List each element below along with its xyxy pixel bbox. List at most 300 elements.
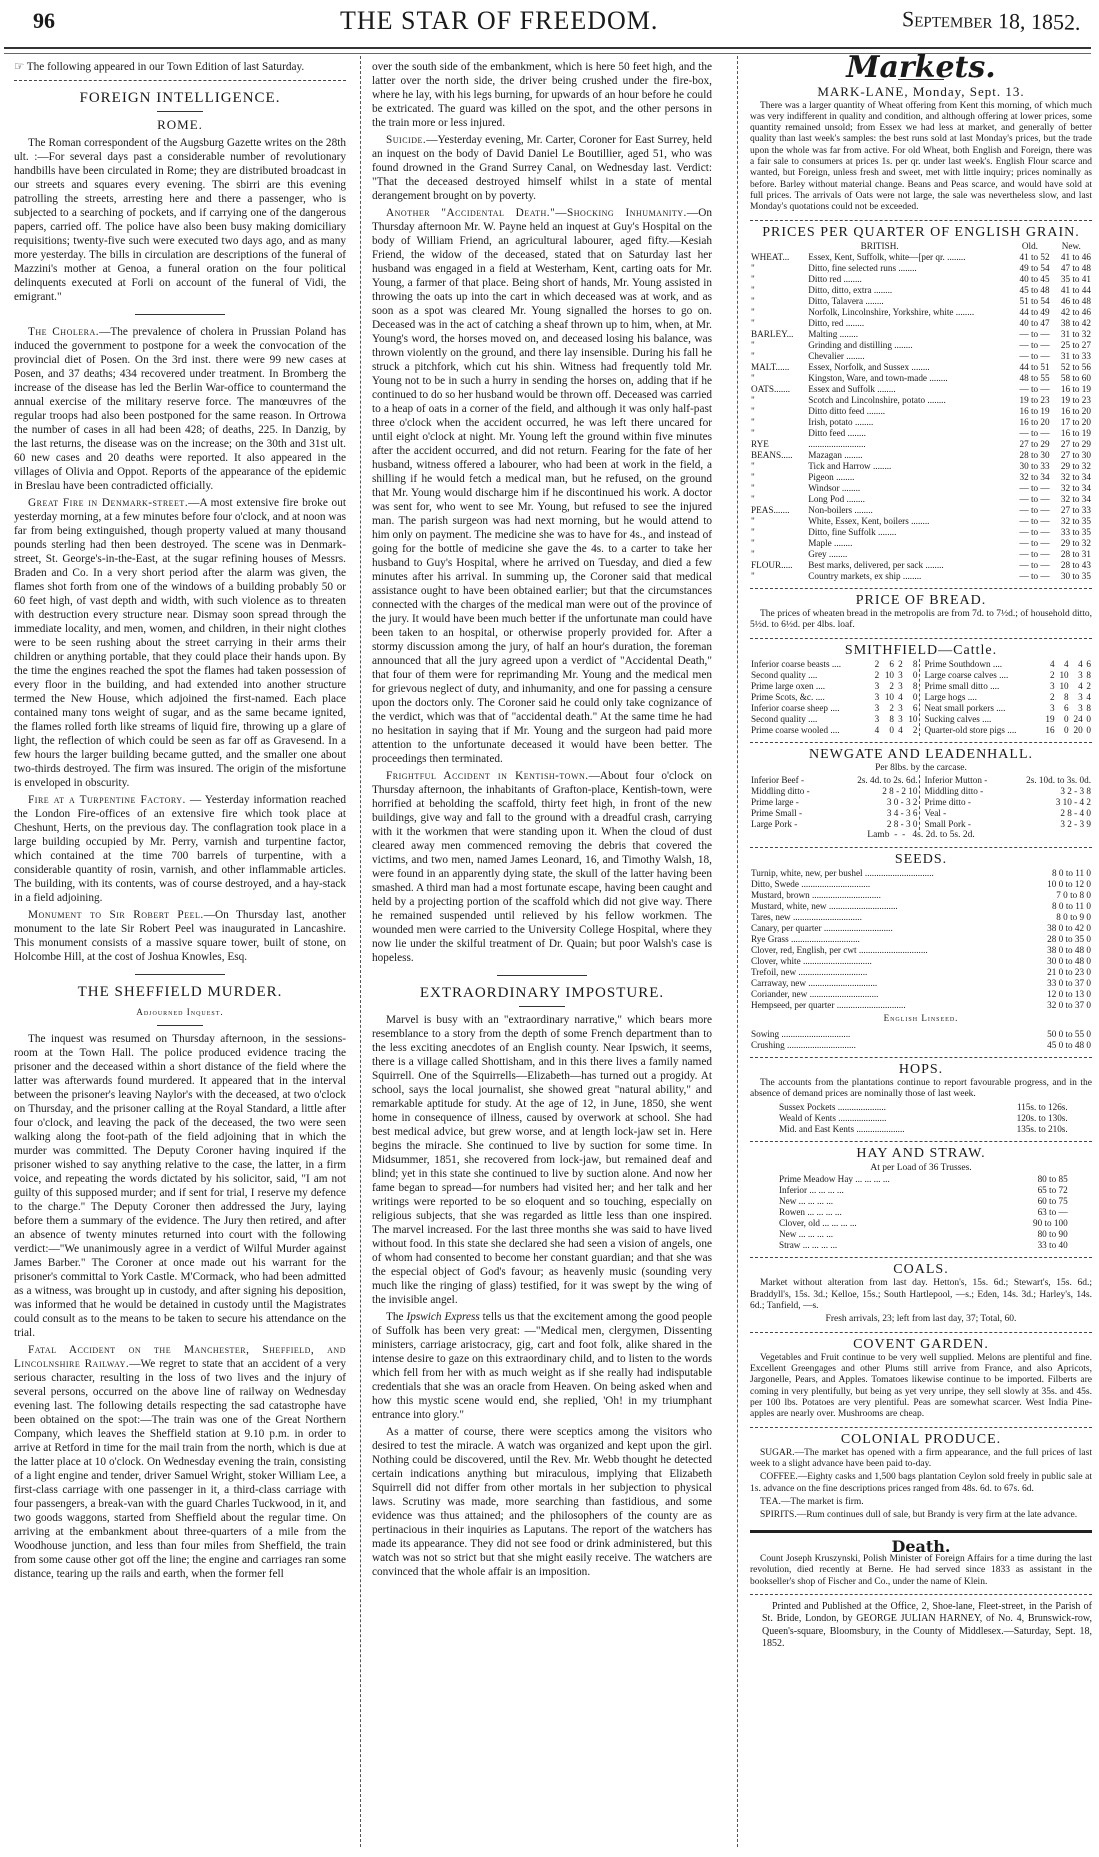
cattle-price: 3 [898, 681, 903, 692]
divider [750, 1257, 1092, 1258]
hops-item: Sussex Pockets ..................... [779, 1102, 886, 1113]
divider [750, 847, 1092, 848]
article-imposture-p1: Marvel is busy with an "extraordinary narrative," which bears more resemblance to a story from the depth of some French department than to the less exciting anecdotes of an English county. Near Ipswich, it seems, there is a village called Shottisham, and in this there lives a family named Squirrell. One of the Squirrells—Elizabeth—has turned out a progidy. At school, says the local journalist, she showed great "natural ability," and remarkable aptitude for study. At the age of 12, in June, 1850, she went home in consequence of illness, caused by overwork at school. She had best medical advice, but grew worse, and at length lock-jaw set in. Here begins the miracle. She continued to live by suction for some time. In Midsummer, 1851, she recovered from lock-jaw, but remained deaf and blind; yet in this state she continued to live by suction alone. And now her fame began to spread—for numbers had visited her; and her talk and her writings were reported to be so eloquent and so touching, especially on religious subjects, that she was regarded as little less than one inspired. The marvel increased. For the last three months she was said to have lived without food. In this state she declared she had seen a vision of angels, one of whom had consented to become her constant guardian; and that she was the especial object of God's favour; as heavenly music (sounding very much like the ringing of glass) testified, for it was swept by the wing of the invisible angel. [372, 1014, 712, 1306]
cattle-price: 3 [1078, 670, 1083, 681]
cattle-price-row [750, 681, 919, 692]
seed-item: Mustard, white, new .............................. [751, 901, 898, 912]
cattle-item: Prime small ditto .... [924, 681, 1000, 692]
hops-table [778, 1102, 1069, 1135]
grain-old-price: — to — [1019, 570, 1050, 581]
cattle-price: 6 [1064, 703, 1069, 714]
article-suicide: Suicide.—Yesterday evening, Mr. Carter, Coroner for East Surrey, held an inquest on the body of David Daniel Le Boutillier, aged 51, who was found drowned in the Grand Surrey Canal, on Wednesday last. Verdict: "That the deceased destroyed himself whilst in a state of mental derangement brought on by poverty. [372, 134, 712, 202]
article-rome: The Roman correspondent of the Augsburg Gazette writes on the 28th ult. :—For several days past a considerable number of revolutionary handbills have been circulated in Rome; they are distributed broadcast in our streets and squares every evening. The sbirri are this evening patrolling the streets, arresting here and there a passenger, who is subjected to a searching of pockets, and if carrying one of the dangerous papers, carried off. The police have also been busy making domiciliary requisitions; twenty-five such were executed two days ago, and as many more yesterday. The bills in circulation are descriptions of the funeral of Mazzini's mother at Genoa, a funeral oration on the four political delinquents executed at Forli on account of the funeral of Vidi, the emigrant." [14, 137, 346, 303]
seed-price: 10 0 to 12 0 [1047, 879, 1091, 890]
bread-prices: The prices of wheaten bread in the metropolis are from 7d. to 7½d.; of household ditto, 5½d. to 6½d. per 4lbs. loaf. [750, 609, 1092, 631]
grain-old-price: — to — [1019, 383, 1050, 394]
grain-old-price: 28 to 30 [1019, 449, 1050, 460]
grain-new-price: 27 to 33 [1060, 504, 1091, 515]
divider [750, 742, 1092, 743]
grain-old-price: 19 to 23 [1019, 394, 1050, 405]
cattle-item: Prime coarse wooled .... [751, 725, 840, 736]
grain-old-price: — to — [1019, 482, 1050, 493]
divider [750, 1141, 1092, 1142]
grain-kind: " [751, 372, 755, 383]
cattle-price: 3 [874, 681, 880, 692]
grain-kind: " [751, 515, 755, 526]
grain-description: Country markets, ex ship ........ [808, 570, 922, 581]
meat-price-row [750, 797, 919, 808]
meat-item: Middling ditto - [751, 785, 810, 796]
meat-price-row [924, 775, 1093, 786]
colonial-produce-item [750, 1472, 1092, 1495]
cattle-item: Prime large oxen .... [751, 681, 826, 692]
hay-price: 33 to 40 [1037, 1240, 1068, 1251]
grain-row [750, 384, 1092, 395]
grain-description: Ditto feed ........ [808, 427, 866, 438]
grain-row [750, 538, 1092, 549]
hay-price: 65 to 72 [1037, 1185, 1068, 1196]
heading-newgate-leadenhall: NEWGATE AND LEADENHALL. [808, 747, 1034, 763]
grain-row [750, 351, 1092, 362]
cattle-price: 4 [1078, 659, 1083, 670]
seed-price-row [750, 890, 1092, 901]
hay-price-row [778, 1174, 1069, 1185]
cattle-price: 0 [1086, 725, 1091, 736]
heading-grain-prices: PRICES PER QUARTER OF ENGLISH GRAIN. [762, 224, 1080, 240]
colonial-produce-item [750, 1497, 1092, 1508]
grain-old-price: 49 to 54 [1019, 262, 1050, 273]
meat-price: 2 8 - 2 10 [882, 785, 918, 796]
grain-new-price: 29 to 32 [1060, 460, 1091, 471]
seed-price-row [750, 912, 1092, 923]
grain-row [750, 516, 1092, 527]
hay-price: 63 to — [1037, 1207, 1068, 1218]
grain-new-price: 31 to 32 [1060, 328, 1091, 339]
seed-item: Tares, new .............................. [751, 912, 862, 923]
grain-row [750, 373, 1092, 384]
divider [750, 638, 1092, 639]
grain-description: Malting ........ [808, 328, 859, 339]
grain-kind: " [751, 416, 755, 427]
heading-extraordinary-imposture: EXTRAORDINARY IMPOSTURE. [419, 985, 665, 1001]
heading-seeds: SEEDS. [894, 851, 948, 867]
meat-price: 3 4 - 3 6 [886, 807, 918, 818]
meat-price: 2 8 - 3 0 [886, 818, 918, 829]
heading-hay-straw: HAY AND STRAW. [856, 1146, 986, 1162]
cattle-price: 2 [889, 703, 895, 714]
heading-colonial-produce: COLONIAL PRODUCE. [840, 1431, 1002, 1447]
meat-price-row [750, 786, 919, 797]
cattle-price-row [750, 692, 919, 703]
meat-item: Small Pork - [924, 818, 971, 829]
column-3-markets [750, 50, 1092, 1857]
seed-price: 12 0 to 13 0 [1047, 989, 1091, 1000]
grain-old-price: 30 to 33 [1019, 460, 1050, 471]
grain-row [750, 494, 1092, 505]
grain-row [750, 527, 1092, 538]
lamb-price-row: Lamb - - 4s. 2d. to 5s. 2d. [867, 829, 975, 840]
hops-price-row [778, 1124, 1069, 1135]
hay-price: 80 to 85 [1037, 1174, 1068, 1185]
cattle-price-row [924, 659, 1093, 670]
grain-description: Ditto, red ........ [808, 317, 865, 328]
divider [750, 220, 1092, 221]
grain-new-price: 16 to 20 [1060, 405, 1091, 416]
cattle-price: 3 [1049, 681, 1055, 692]
grain-row [750, 571, 1092, 582]
smithfield-table [750, 659, 1092, 736]
cattle-price: 2 [898, 659, 903, 670]
grain-kind: BEANS..... [751, 449, 793, 460]
cattle-price: 3 [874, 714, 880, 725]
linseed-item: Crushing .............................. [751, 1039, 856, 1050]
linseed-price-row [750, 1040, 1092, 1051]
hay-price: 60 to 75 [1037, 1196, 1068, 1207]
hops-report: The accounts from the plantations continue to report favourable progress, and in the absence of demand prices are nominally those of last week. [750, 1077, 1092, 1100]
grain-old-price: — to — [1019, 515, 1050, 526]
grain-kind: " [751, 405, 755, 416]
grain-description: Maple ........ [808, 537, 853, 548]
cattle-price: 2 [889, 681, 895, 692]
grain-description: Grey ........ [808, 548, 848, 559]
cattle-item: Prime Scots, &c. .... [751, 692, 825, 703]
cattle-price-row [924, 692, 1093, 703]
commodity-report: —Rum continues dull of sale, but Brandy is very firm at the late advance. [796, 1510, 1078, 1521]
commodity-name: TEA. [760, 1497, 781, 1508]
meat-price: 2s. 4d. to 2s. 6d. [857, 774, 918, 785]
meat-item: Large Pork - [751, 818, 798, 829]
cattle-price: 6 [889, 659, 895, 670]
grain-new-price: 28 to 31 [1060, 548, 1091, 559]
hops-item: Weald of Kents ..................... [779, 1113, 887, 1124]
seed-price: 21 0 to 23 0 [1047, 967, 1091, 978]
grain-new-price: 27 to 30 [1060, 449, 1091, 460]
cattle-price: 16 [1045, 725, 1055, 736]
cattle-item: Second quality .... [751, 714, 818, 725]
grain-new-price: 19 to 23 [1060, 394, 1091, 405]
hops-price: 120s. to 130s. [1016, 1113, 1068, 1124]
grain-old-price: 41 to 52 [1019, 251, 1050, 262]
hay-subheading: At per Load of 36 Trusses. [870, 1162, 972, 1173]
article-sheffield-murder: The inquest was resumed on Thursday afternoon, in the sessions-room at the Town Hall. The police produced evidence tracing the prisoner and the deceased within a short distance of the field where the latter was afterwards found murdered. It appeared that in the interval between the prisoner's leaving Naylor's with the deceased, at two o'clock on Thursday, and the prisoner calling at the Royal Standard, a little after four o'clock, and leaving the pack of the deceased, the two were seen walking along the foot-path of the field adjoining that in which the murder was committed. The Deputy Coroner having inquired if the prisoner wished to say anything relative to the case, the latter, in a firm voice, and repeating the words dictated by his solicitor, said, "I am not guilty of this supposed murder; and if sent for trial, I reserve my defence to the charge." The Deputy Coroner then addressed the Jury, laying before them a summary of the evidence. The Jury then retired, and after an absence of twenty minutes returned into court with the following verdict:—"We unanimously agree in a verdict of Wilful Murder against James Barber." The Coroner at once made out his warrant for the prisoner's committal to York Castle. M'Cormack, who had been admitted as a witness, was brought up in custody, and after signing his deposition, was informed that he would be detained in custody until the Magistrates could consult as to the means to be taken to secure his attendance on the trial. [14, 1033, 346, 1339]
grain-old-price: — to — [1019, 548, 1050, 559]
cattle-price-row [750, 659, 919, 670]
grain-kind: " [751, 306, 755, 317]
grain-description: Irish, potato ........ [808, 416, 874, 427]
colonial-produce-item [750, 1510, 1092, 1521]
grain-new-price: 33 to 35 [1060, 526, 1091, 537]
hay-price-row [778, 1207, 1069, 1218]
grain-row [750, 472, 1092, 483]
grain-description: Ditto, Talavera ........ [808, 295, 884, 306]
divider [135, 974, 225, 975]
grain-row [750, 395, 1092, 406]
seed-price-row [750, 923, 1092, 934]
cattle-price: 6 [1086, 659, 1091, 670]
grain-new-price: 32 to 34 [1060, 482, 1091, 493]
grain-old-price: — to — [1019, 559, 1050, 570]
article-railway-accident: Fatal Accident on the Manchester, Sheffield, and Lincolnshire Railway.—We regret to state that an accident of a very serious character, resulting in the loss of two lives and the injury of several persons, occurred on the above line of railway on Wednesday evening last. The following details respecting the sad catastrophe have been obtained on the spot:—The train was one of the Great Northern Company, which leaves the Sheffield station at 9.10 p.m. in order to arrive at Retford in time for the mail train from the north, which is due at the latter place at 10 o'clock. On Wednesday evening the train, consisting of a light engine and tender, driver Samuel Wright, stoker William Lee, a first-class carriage with one passenger in it, a third-class carriage with four passengers, a break-van with the guard Charles Tuckwood, in it, and two goods waggons, started from Sheffield about the regular time. On arriving at the embankment about three-quarters of a mile from the Woodhouse junction, and less than four miles from Sheffield, the train from some cause other got off the line; the engine and carriages ran some distance, tearing up the rails and earth, when the former fell [14, 1344, 346, 1580]
meat-item: Prime ditto - [924, 796, 971, 807]
cattle-price: 0 [1064, 714, 1069, 725]
cattle-price: 8 [1064, 692, 1069, 703]
seed-item: Hempseed, per quarter .............................. [751, 1000, 906, 1011]
cattle-price: 2 [874, 670, 880, 681]
meat-price-row [924, 819, 1093, 830]
cattle-price: 4 [874, 725, 880, 736]
seed-price: 8 0 to 11 0 [1052, 868, 1091, 879]
heading-sheffield-murder: THE SHEFFIELD MURDER. [77, 984, 283, 1000]
cattle-price: 10 [884, 692, 895, 703]
meat-price: 3 10 - 4 2 [1055, 796, 1091, 807]
divider [750, 1594, 1092, 1595]
grain-old-price: — to — [1019, 493, 1050, 504]
grain-row [750, 329, 1092, 340]
grain-new-price: 28 to 43 [1060, 559, 1091, 570]
seed-item: Clover, red, English, per cwt .............................. [751, 945, 928, 956]
grain-new-price: 32 to 34 [1060, 471, 1091, 482]
masthead-rule [4, 47, 1091, 49]
cattle-item: Second quality .... [751, 670, 818, 681]
grain-row [750, 560, 1092, 571]
cattle-price: 8 [889, 714, 895, 725]
seed-item: Ditto, Swede .............................. [751, 879, 871, 890]
cattle-price: 2 [874, 659, 880, 670]
cattle-price: 3 [874, 692, 880, 703]
grain-description: Ditto ditto feed ........ [808, 405, 886, 416]
hay-item: Inferior ... ... ... ... [779, 1185, 844, 1196]
grain-kind: " [751, 295, 755, 306]
commodity-report: —The market has opened with a firm appearance, and the full prices of last week to a slight advance have been paid to-day. [750, 1447, 1092, 1470]
grain-new-price: 41 to 46 [1060, 251, 1091, 262]
cattle-price: 3 [1078, 703, 1083, 714]
cattle-price: 0 [889, 725, 895, 736]
cattle-price: 3 [874, 703, 880, 714]
meat-price: 2s. 10d. to 3s. 0d. [1026, 774, 1091, 785]
grain-description: Ditto, fine Suffolk ........ [808, 526, 897, 537]
divider [135, 314, 225, 315]
meat-item: Middling ditto - [924, 785, 984, 796]
coals-report: Market without alteration from last day. Hetton's, 15s. 6d.; Stewart's, 15s. 6d.; Braddyll's, 15s. 3d.; Kelloe, 15s.; South Hartlepool, —s.; Eden, 14s. 3d.; Harley's, 14s. 6d.; Tanfield, —s. [750, 1278, 1092, 1311]
grain-kind: " [751, 526, 755, 537]
seed-item: Rye Grass .............................. [751, 934, 860, 945]
grain-old-price: 32 to 34 [1019, 471, 1050, 482]
grain-old-price: — to — [1019, 350, 1050, 361]
grain-new-price: 42 to 46 [1060, 306, 1091, 317]
grain-kind: " [751, 273, 755, 284]
grain-kind: FLOUR..... [751, 559, 793, 570]
printer-imprint: Printed and Published at the Office, 2, Shoe-lane, Fleet-street, in the Parish of St. Bride, London, by GEORGE JULIAN HARNEY, of No. 4, Brunswick-row, Queen's-square, Bloomsbury, in the County of Middlesex.—Saturday, Sept. 18, 1852. [762, 1600, 1092, 1650]
grain-kind: " [751, 427, 755, 438]
cattle-price-row [750, 725, 919, 736]
grain-old-price: 44 to 51 [1019, 361, 1050, 372]
grain-kind: " [751, 471, 755, 482]
hay-price-row [778, 1185, 1069, 1196]
hay-table [778, 1174, 1069, 1251]
divider [497, 975, 587, 976]
cattle-price-row [924, 725, 1093, 736]
cattle-item: Quarter-old store pigs .... [924, 725, 1017, 736]
grain-row [750, 362, 1092, 373]
grain-old-price: 16 to 19 [1019, 405, 1050, 416]
meat-price: 3 2 - 3 9 [1060, 818, 1091, 829]
cattle-price: 4 [898, 692, 903, 703]
grain-row [750, 307, 1092, 318]
grain-new-price: 16 to 19 [1060, 383, 1091, 394]
seed-price: 8 0 to 11 0 [1052, 901, 1091, 912]
hay-item: Clover, old ... ... ... ... [779, 1218, 857, 1229]
seed-price-row [750, 945, 1092, 956]
hops-price: 115s. to 126s. [1016, 1102, 1068, 1113]
seed-item: Mustard, brown .............................. [751, 890, 881, 901]
article-fire-denmark-street: Great Fire in Denmark-street.—A most extensive fire broke out yesterday morning, at a few minutes before four o'clock, and at noon was far from being extinguished, though property valued at many thousand pounds sterling had then been destroyed. The scene was in Denmark-street, St. George's-in-the-East, at the sugar refining houses of Messrs. Braden and Co. In a very short period after the alarm was given, the flames shot forth from one of the windows of a building probably 50 or 60 feet high, of vast depth and width, with such violence as to threaten with destruction every structure near. Dismay soon spread through the immediate locality, and men, women, and children, in their night clothes were to be seen rushing about the street carrying in their arms their children or anything portable, that they could place their hands upon. By the time the engines reached the spot the flames had taken possession of every floor in the building, and had extended into another structure termed the New House, which adjoined the first-named. Each place contained many tons weight of sugar, and as the same became ignited, the flames rolled forth like streams of liquid fire, throwing up a glare of light, the reflection of which could be seen as far off as Gravesend. In a few hours the larger building became gutted, and the smaller one about two-thirds destroyed. The firm was insured. The origin of the misfortune is enveloped in obscurity. [14, 497, 346, 789]
seed-price: 33 0 to 37 0 [1047, 978, 1091, 989]
grain-kind: " [751, 460, 755, 471]
cattle-price-row [924, 670, 1093, 681]
grain-row [750, 285, 1092, 296]
meat-price-row [924, 797, 1093, 808]
grain-new-price: 46 to 48 [1060, 295, 1091, 306]
grain-new-price: 32 to 35 [1060, 515, 1091, 526]
grain-description: Kingston, Ware, and town-made ........ [808, 372, 948, 383]
seed-price-row [750, 868, 1092, 879]
divider [14, 80, 346, 81]
seed-price-row [750, 978, 1092, 989]
meat-item: Inferior Mutton - [924, 774, 988, 785]
grain-description: Scotch and Lincolnshire, potato ........ [808, 394, 946, 405]
grain-description: Essex and Suffolk ........ [808, 383, 896, 394]
cattle-item: Prime Southdown .... [924, 659, 1003, 670]
grain-description: Non-boilers ........ [808, 504, 873, 515]
grain-old-price: — to — [1019, 427, 1050, 438]
grain-new-price: 35 to 41 [1060, 273, 1091, 284]
commodity-report: —Eighty casks and 1,500 bags plantation Ceylon sold freely in public sale at 1s. advance on the fine descriptions prices ranged from 48s. 6d. to 67s. 6d. [750, 1472, 1092, 1494]
hay-price: 80 to 90 [1037, 1229, 1068, 1240]
cattle-item: Sucking calves .... [924, 714, 992, 725]
grain-description: Norfolk, Lincolnshire, Yorkshire, white ........ [808, 306, 975, 317]
seed-item: Clover, white .............................. [751, 956, 872, 967]
article-imposture-p2: The Ipswich Express tells us that the excitement among the good people of Suffolk has been very great: —"Medical men, clergymen, Dissenting ministers, carriage aristocracy, gig, cart and foot folk, alike shared in the intense desire to gaze on this extraordinary child, and to listen to the words which fell from her with as much weight as if she really had indisputable credentials that she was an oracle from Heaven. On being asked when and how this mystic scene would end, she replied, 'Oh! in my triumphant entrance into glory." [372, 1311, 712, 1421]
grain-new-price: 25 to 27 [1060, 339, 1091, 350]
article-kentish-town-accident: Frightful Accident in Kentish-town.—About four o'clock on Thursday afternoon, the inhabitants of Grafton-place, Kentish-town, were horrified at beholding the scaffold, thirty feet high, in front of the new buildings, give way and fall to the ground with a dreadful crash, carrying with it the workmen that were standing upon it. When the cloud of dust cleared away men commenced removing the debris that covered the victims, and two men, named James Leonard, 16, and Timothy Walsh, 18, were found in an apparently dying state, the skull of the latter having been smashed. A third man had a most fortunate escape, having been caught and held by a projecting portion of the scaffold which did not give way. There he remained suspended until relieved by his fellow workmen. The wounded men were carried to the University College Hospital, where they now lie under the skilful treatment of Dr. Quain; but poor Walsh's case is hopeless. [372, 770, 713, 964]
grain-row [750, 263, 1092, 274]
commodity-name: COFFEE. [760, 1472, 798, 1483]
meat-price-row [924, 808, 1093, 819]
grain-description: Mazagan ........ [808, 449, 863, 460]
seed-price-row [750, 989, 1092, 1000]
cattle-price: 2 [1086, 681, 1091, 692]
cattle-price: 3 [898, 670, 903, 681]
grain-new-price: 29 to 32 [1060, 537, 1091, 548]
cattle-price-row [750, 670, 919, 681]
seed-price-row [750, 967, 1092, 978]
grain-old-price: 40 to 47 [1019, 317, 1050, 328]
seed-item: Coriander, new .............................. [751, 989, 879, 1000]
hay-price-row [778, 1218, 1069, 1229]
divider [519, 1006, 565, 1007]
cattle-price: 3 [898, 714, 903, 725]
hay-item: Rowen ... ... ... ... [779, 1207, 842, 1218]
hay-item: Prime Meadow Hay ... ... ... ... [779, 1174, 890, 1185]
meat-item: Inferior Beef - [751, 774, 805, 785]
grain-kind: " [751, 537, 755, 548]
grain-description: Ditto, fine selected runs ........ [808, 262, 917, 273]
masthead [0, 0, 1099, 48]
commodity-report: —The market is firm. [780, 1497, 864, 1508]
grain-description: Tick and Harrow ........ [808, 460, 892, 471]
cattle-price-row [750, 714, 919, 725]
grain-new-price: 58 to 60 [1060, 372, 1091, 383]
grain-kind: " [751, 339, 755, 350]
cattle-item: Large hogs .... [924, 692, 977, 703]
hay-price-row [778, 1196, 1069, 1207]
cattle-price-row [924, 703, 1093, 714]
grain-kind: " [751, 548, 755, 559]
divider [157, 1025, 203, 1026]
grain-row [750, 428, 1092, 439]
grain-old-price: 40 to 45 [1019, 273, 1050, 284]
grain-description: White, Essex, Kent, boilers ........ [808, 515, 930, 526]
cattle-price: 10 [884, 670, 895, 681]
commodity-name: SPIRITS. [760, 1510, 797, 1521]
hay-price: 90 to 100 [1032, 1218, 1068, 1229]
grain-new-price: 16 to 19 [1060, 427, 1091, 438]
divider [157, 111, 203, 112]
cattle-price: 0 [1064, 725, 1069, 736]
heading-covent-garden: COVENT GARDEN. [853, 1336, 989, 1352]
cattle-price: 3 [898, 703, 903, 714]
seed-price-row [750, 934, 1092, 945]
grain-description: Grinding and distilling ........ [808, 339, 913, 350]
column-1 [14, 60, 346, 1857]
grain-row [750, 439, 1092, 450]
grain-new-price: 31 to 33 [1060, 350, 1091, 361]
grain-row [750, 450, 1092, 461]
cattle-price: 8 [912, 681, 918, 692]
seed-price-row [750, 1000, 1092, 1011]
newgate-subheading: Per 8lbs. by the carcase. [875, 763, 967, 774]
heading-rome: ROME. [157, 117, 203, 132]
heading-hops: HOPS. [898, 1061, 944, 1077]
newgate-table [750, 775, 1092, 830]
cattle-item: Inferior coarse sheep .... [751, 703, 840, 714]
grain-description: Ditto red ........ [808, 273, 862, 284]
grain-row [750, 483, 1092, 494]
cattle-price: 3 [1078, 692, 1083, 703]
linseed-table [750, 1029, 1092, 1051]
grain-description: Long Pod ........ [808, 493, 865, 504]
grain-kind: PEAS....... [751, 504, 790, 515]
cattle-price: 0 [912, 692, 918, 703]
markets-title: Markets. [846, 50, 996, 85]
grain-row [750, 461, 1092, 472]
grain-old-price: 48 to 55 [1019, 372, 1050, 383]
grain-new-price: 17 to 20 [1060, 416, 1091, 427]
grain-row [750, 505, 1092, 516]
hay-price-row [778, 1240, 1069, 1251]
cattle-price: 8 [1086, 670, 1091, 681]
grain-new-price: 32 to 34 [1060, 493, 1091, 504]
grain-kind: OATS....... [751, 383, 791, 394]
cattle-price: 10 [1059, 670, 1069, 681]
grain-kind: " [751, 317, 755, 328]
grain-new-price: 38 to 42 [1060, 317, 1091, 328]
grain-row [750, 318, 1092, 329]
seed-price-row [750, 956, 1092, 967]
grain-kind: " [751, 284, 755, 295]
article-turpentine-fire: Fire at a Turpentine Factory. — Yesterday information reached the London Fire-offices of an extensive fire which took place at Cheshunt, Herts, on the previous day. The conflagration took place in a large building occupied by Mr. Perry, varnish and turpentine factor, which contained at the time 700 barrels of turpentine, with a considerable quantity of rosin, varnish, and other inflammable articles. The building, with its contents, was of course destroyed, and a hay-stack in a field adjoining. [14, 794, 346, 904]
grain-kind: MALT...... [751, 361, 790, 372]
